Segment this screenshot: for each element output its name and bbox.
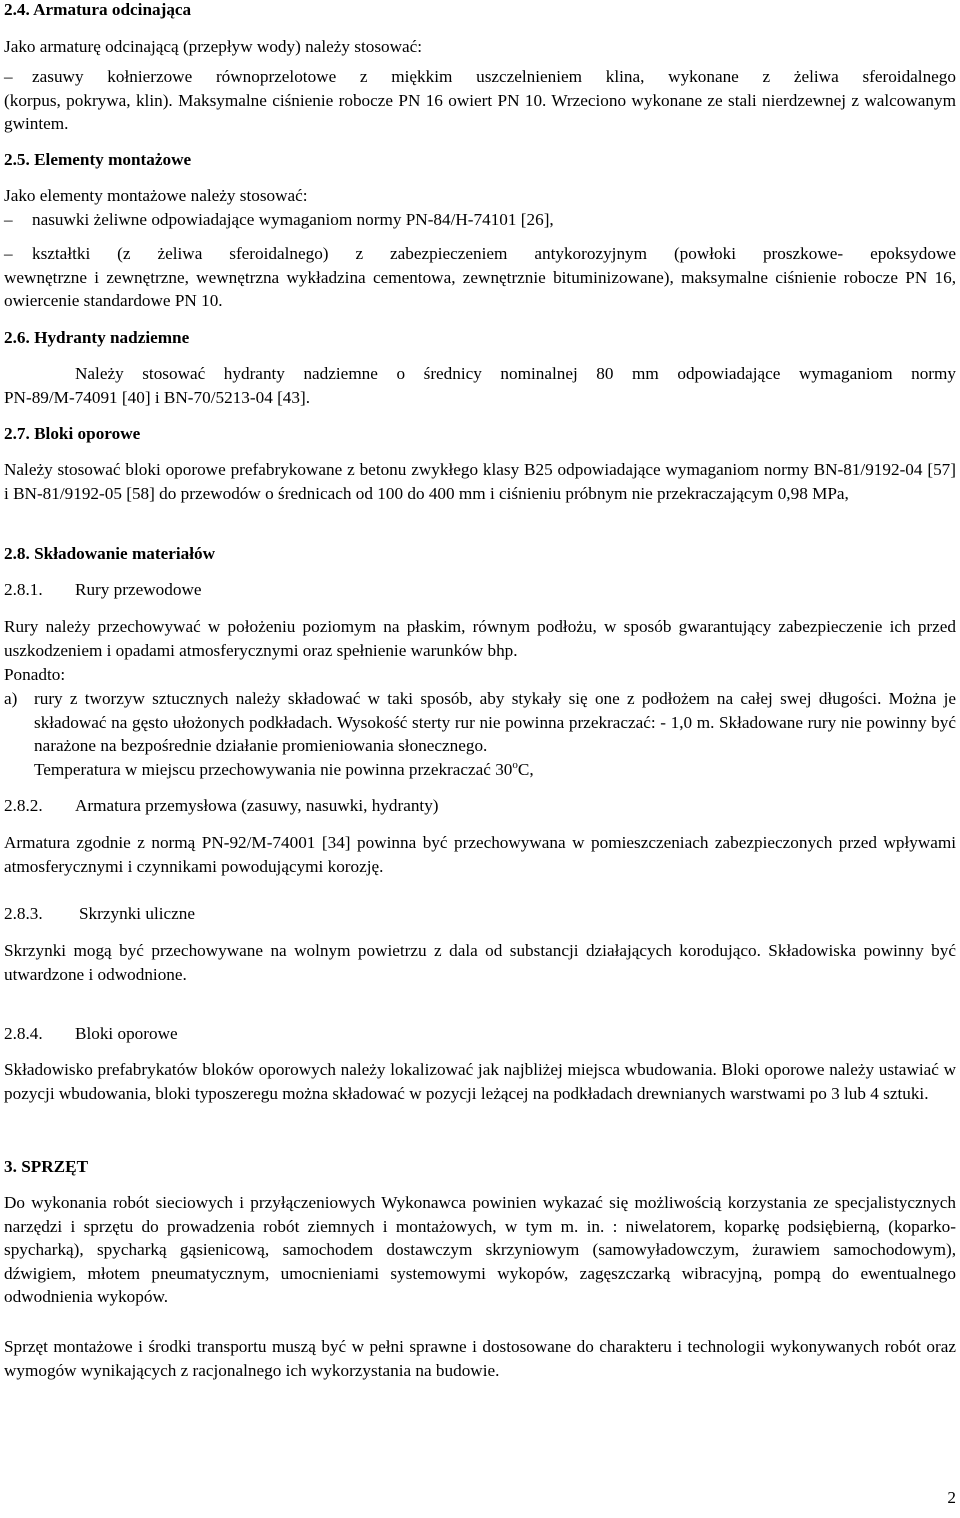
sprzet-text-2: Sprzęt montażowe i środki transportu muszą być w pełni sprawne i dostosowane do charakteru i technologii wykonywanych robót oraz wymogów wynikających z racjonalnego ich wykorzystania na budowie. — [4, 1337, 956, 1380]
heading-3: 3. SPRZĘT — [4, 1157, 89, 1176]
subheading-number: 2.8.2. — [4, 796, 43, 815]
bullet-ksztaltki-rest: wewnętrzne i zewnętrzne, wewnętrzna wykładzina cementowa, zewnętrznie bituminizowane), maksymalne ciśnienie robocze PN 16, owiercenie standardowe PN 10. — [4, 267, 956, 311]
heading-2-5: 2.5. Elementy montażowe — [4, 150, 192, 169]
subheading-2-8-2 — [4, 794, 956, 818]
heading-2-7: 2.7. Bloki oporowe — [4, 424, 141, 443]
list-item-a-text: rury z tworzyw sztucznych należy składować w taki sposób, aby stykały się one z podłożem na całej swej długości. Można je składować na gęsto ułożonych podkładach. Wysokość sterty rur nie powinna przekraczać: - 1,0 m. Składowane rury nie powinny być narażone na bezpośrednie działanie promieniowania słonecznego. — [34, 689, 956, 756]
list-item-a-temperature — [34, 758, 956, 782]
bloki-oporowe-text: Należy stosować bloki oporowe prefabrykowane z betonu zwykłego klasy B25 odpowiadające wymaganiom normy BN-81/9192-04 [57] i BN-81/9192-05 [58] do przewodów o średnicach od 100 do 400 mm i ciśnieniu próbnym nie przekraczającym 0,98 MPa, — [4, 460, 956, 503]
list-label-a: a) — [4, 689, 18, 708]
bullet-ksztaltki-line1: kształtki (z żeliwa sferoidalnego) z zabezpieczeniem antykorozyjnym (powłoki proszkowe- epoksydowe — [32, 244, 956, 263]
subheading-number: 2.8.3. — [4, 904, 43, 923]
bullet-nasuwki-text: nasuwki żeliwne odpowiadające wymaganiom normy PN-84/H-74101 [26], — [32, 210, 554, 229]
subheading-2-8-3 — [4, 902, 956, 926]
list-item-a — [4, 687, 956, 781]
dash-bullet: – — [4, 67, 13, 86]
subheading-number: 2.8.1. — [4, 580, 43, 599]
intro-2-5: Jako elementy montażowe należy stosować: — [4, 186, 308, 205]
page-number: 2 — [947, 1488, 956, 1507]
dash-bullet: – — [4, 210, 13, 229]
subheading-number: 2.8.4. — [4, 1024, 43, 1043]
intro-2-4: Jako armaturę odcinającą (przepływ wody) należy stosować: — [4, 37, 423, 56]
bullet-nasuwki — [4, 208, 956, 232]
ponadto-label: Ponadto: — [4, 665, 66, 684]
subheading-title: Rury przewodowe — [75, 580, 202, 599]
skladowisko-text: Składowisko prefabrykatów bloków oporowych należy lokalizować jak najbliżej miejsca wbudowania. Bloki oporowe należy ustawiać w pozycji wbudowania, bloki typoszeregu można składować w pozycji leżącej na podkładach drewnianych warstwami po 3 lub 4 sztuki. — [4, 1060, 956, 1103]
heading-2-8: 2.8. Składowanie materiałów — [4, 544, 216, 563]
subheading-2-8-1 — [4, 578, 956, 602]
degree-sup: o — [512, 758, 518, 771]
temperature-unit: C, — [517, 759, 534, 779]
subheading-title: Skrzynki uliczne — [79, 904, 195, 923]
heading-2-4: 2.4. Armatura odcinająca — [4, 0, 192, 19]
heading-2-6: 2.6. Hydranty nadziemne — [4, 328, 190, 347]
subheading-title: Bloki oporowe — [75, 1024, 178, 1043]
temperature-text: Temperatura w miejscu przechowywania nie powinna przekraczać 30 — [34, 759, 513, 779]
sprzet-text: Do wykonania robót sieciowych i przyłączeniowych Wykonawca powinien wykazać się możliwością korzystania ze specjalistycznych narzędzi i sprzętu do prowadzenia robót ziemnych i montażowych, w tym m. in. : niwelatorem, koparkę podsiębierną, (koparko-spycharką), spycharką gąsienicową, samochodem dostawczym skrzyniowym (samowyładowczym, żurawiem samochodowym), dźwigiem, młotem pneumatycznym, umocnieniami systemowymi wykopów, zagęszczarką wibracyjną, pompą do ewentualnego odwodnienia wykopów. — [4, 1193, 956, 1307]
subheading-title: Armatura przemysłowa (zasuwy, nasuwki, hydranty) — [75, 796, 439, 815]
rury-text: Rury należy przechowywać w położeniu poziomym na płaskim, równym podłożu, w sposób gwarantujący zabezpieczenie ich przed uszkodzeniem i opadami atmosferycznymi oraz spełnienie warunków bhp. — [4, 617, 956, 660]
bullet-zasuwy-line1: zasuwy kołnierzowe równoprzelotowe z miękkim uszczelnieniem klina, wykonane z żeliwa sferoidalnego — [32, 67, 956, 86]
dash-bullet: – — [4, 244, 13, 263]
hydranty-line1: Należy stosować hydranty nadziemne o średnicy nominalnej 80 mm odpowiadające wymaganiom normy — [75, 364, 956, 383]
armatura-text: Armatura zgodnie z normą PN-92/M-74001 [34] powinna być przechowywana w pomieszczeniach zabezpieczonych przed wpływami atmosferycznymi i czynnikami powodującymi korozję. — [4, 833, 956, 876]
bullet-ksztaltki — [4, 242, 956, 313]
bullet-zasuwy-rest: (korpus, pokrywa, klin). Maksymalne ciśnienie robocze PN 16 owiert PN 10. Wrzeciono wykonane ze stali nierdzewnej z walcowanym gwintem. — [4, 90, 956, 134]
hydranty-line2: PN-89/M-74091 [40] i BN-70/5213-04 [43]. — [4, 388, 311, 407]
bullet-zasuwy — [4, 65, 956, 136]
skrzynki-text: Skrzynki mogą być przechowywane na wolnym powietrzu z dala od substancji działających korodująco. Składowiska powinny być utwardzone i odwodnione. — [4, 941, 956, 984]
subheading-2-8-4 — [4, 1022, 956, 1046]
